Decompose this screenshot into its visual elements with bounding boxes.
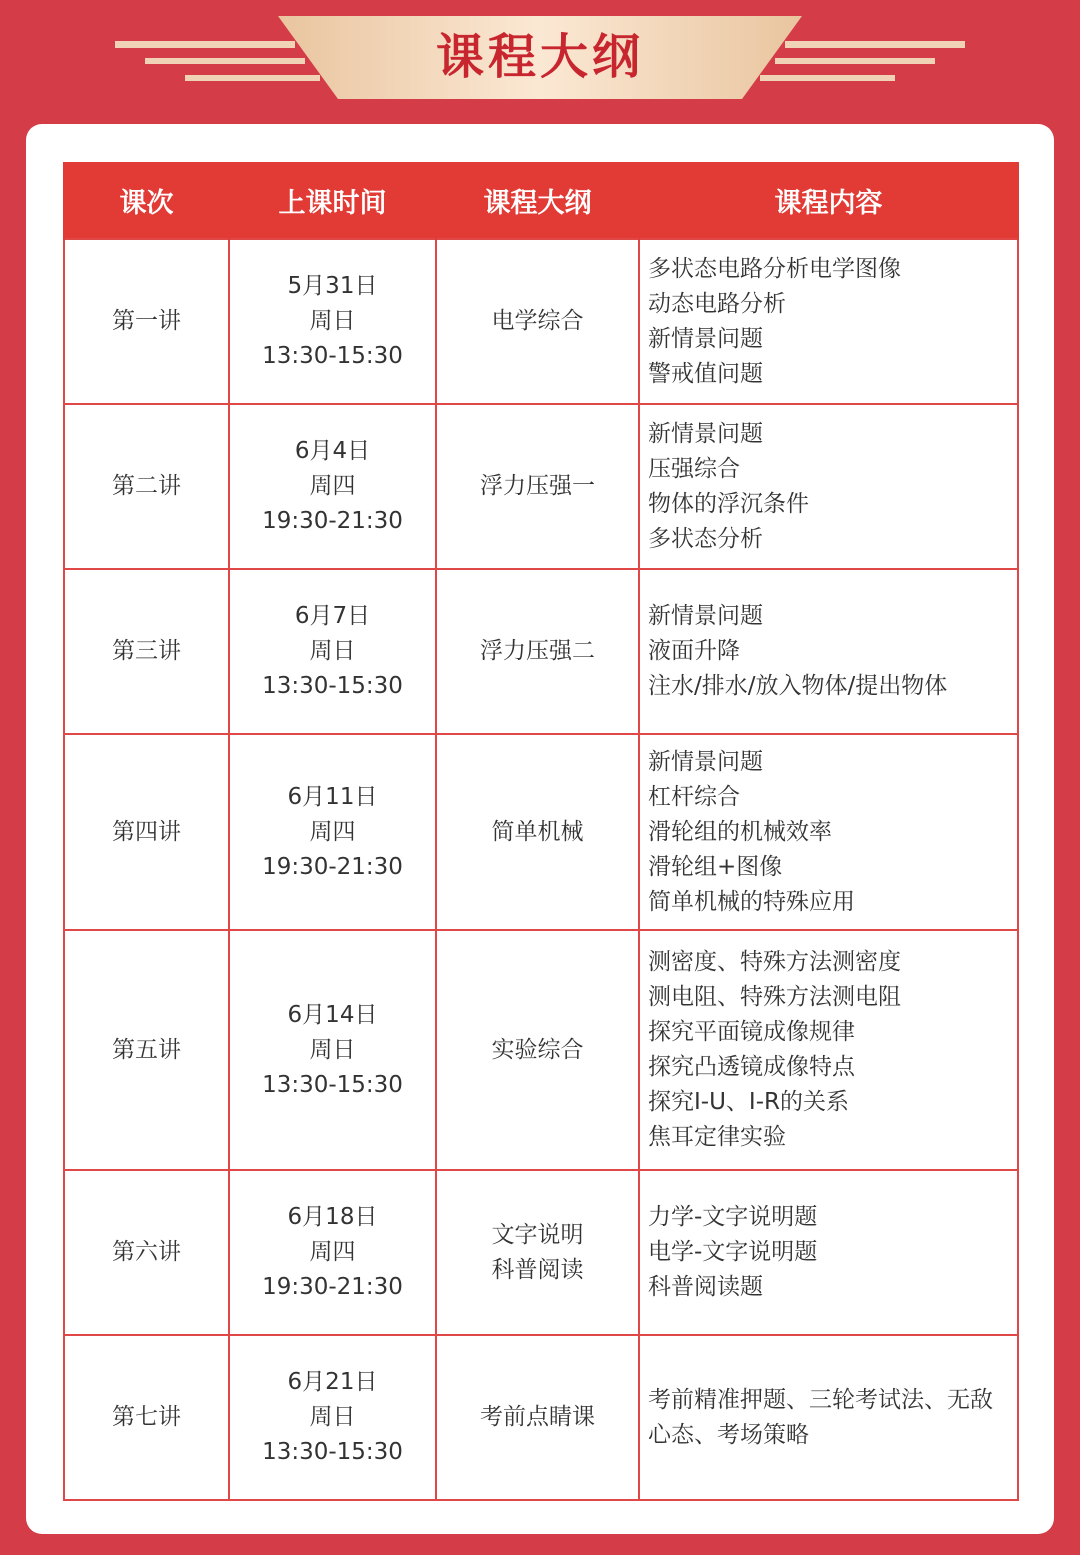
lesson-cell: 第一讲 xyxy=(64,239,229,404)
time-cell xyxy=(229,1335,436,1500)
content-item: 新情景问题 xyxy=(648,325,763,352)
outline-text: 浮力压强二 xyxy=(480,638,595,664)
content-item: 物体的浮沉条件 xyxy=(648,490,809,517)
date-text: 6月21日 xyxy=(287,1369,378,1395)
content-cell xyxy=(639,1335,1018,1500)
content-item: 考前精准押题、三轮考试法、无敌心态、考场策略 xyxy=(648,1386,993,1448)
content-item: 力学-文字说明题 xyxy=(648,1204,818,1230)
outline-cell xyxy=(436,404,639,569)
content-item: 多状态电路分析电学图像 xyxy=(648,255,901,282)
content-item: 探究平面镜成像规律 xyxy=(648,1019,855,1045)
table-row xyxy=(64,239,1018,404)
lesson-cell: 第三讲 xyxy=(64,569,229,734)
content-item: 警戒值问题 xyxy=(648,360,763,387)
header-outline: 课程大纲 xyxy=(436,162,639,239)
outline-cell xyxy=(436,930,639,1170)
page-title: 课程大纲 xyxy=(435,29,644,85)
time-range-text: 13:30-15:30 xyxy=(262,673,403,699)
weekday-text: 周四 xyxy=(309,818,356,845)
header-content: 课程内容 xyxy=(639,162,1018,239)
content-item: 杠杆综合 xyxy=(648,783,740,810)
header-time: 上课时间 xyxy=(229,162,436,239)
table-header-row xyxy=(64,162,1018,239)
content-item: 新情景问题 xyxy=(648,420,763,447)
outline-text: 实验综合 xyxy=(491,1036,584,1063)
time-cell xyxy=(229,569,436,734)
lesson-cell: 第七讲 xyxy=(64,1335,229,1500)
lesson-cell: 第二讲 xyxy=(64,404,229,569)
content-item: 探究I-U、I-R的关系 xyxy=(648,1089,849,1115)
outline-text: 浮力压强一 xyxy=(480,473,595,499)
time-cell xyxy=(229,734,436,930)
outline-text: 科普阅读 xyxy=(491,1256,584,1283)
date-text: 6月7日 xyxy=(294,603,371,629)
content-item: 探究凸透镜成像特点 xyxy=(648,1054,855,1080)
date-text: 5月31日 xyxy=(287,273,378,299)
content-cell xyxy=(639,569,1018,734)
weekday-text: 周日 xyxy=(309,1404,356,1430)
time-cell xyxy=(229,1170,436,1335)
table-row xyxy=(64,404,1018,569)
table-row xyxy=(64,1335,1018,1500)
date-text: 6月14日 xyxy=(287,1001,378,1028)
time-range-text: 19:30-21:30 xyxy=(262,1274,403,1300)
content-item: 注水/排水/放入物体/提出物体 xyxy=(648,673,948,699)
time-range-text: 19:30-21:30 xyxy=(262,508,403,534)
table-row xyxy=(64,734,1018,930)
content-item: 压强综合 xyxy=(648,455,740,482)
content-item: 新情景问题 xyxy=(648,603,763,629)
time-range-text: 13:30-15:30 xyxy=(262,1071,403,1098)
content-cell xyxy=(639,734,1018,930)
weekday-text: 周四 xyxy=(309,473,356,499)
time-range-text: 13:30-15:30 xyxy=(262,343,403,369)
weekday-text: 周日 xyxy=(309,308,356,334)
lesson-cell: 第四讲 xyxy=(64,734,229,930)
content-cell xyxy=(639,1170,1018,1335)
content-item: 新情景问题 xyxy=(648,748,763,775)
time-range-text: 19:30-21:30 xyxy=(262,853,403,880)
content-cell xyxy=(639,930,1018,1170)
outline-text: 考前点睛课 xyxy=(480,1404,595,1430)
weekday-text: 周日 xyxy=(309,638,356,664)
weekday-text: 周日 xyxy=(309,1036,356,1063)
weekday-text: 周四 xyxy=(309,1239,356,1265)
time-cell xyxy=(229,404,436,569)
time-cell xyxy=(229,239,436,404)
title-banner xyxy=(0,0,1080,110)
outline-cell xyxy=(436,1170,639,1335)
outline-cell xyxy=(436,1335,639,1500)
content-item: 测密度、特殊方法测密度 xyxy=(648,949,901,975)
time-range-text: 13:30-15:30 xyxy=(262,1439,403,1465)
lesson-cell: 第六讲 xyxy=(64,1170,229,1335)
outline-text: 文字说明 xyxy=(491,1221,584,1248)
header-lesson: 课次 xyxy=(64,162,229,239)
content-item: 简单机械的特殊应用 xyxy=(648,888,855,915)
date-text: 6月4日 xyxy=(294,438,371,464)
course-schedule-table xyxy=(63,162,1019,1501)
content-item: 滑轮组+图像 xyxy=(648,853,783,880)
date-text: 6月18日 xyxy=(287,1204,378,1230)
date-text: 6月11日 xyxy=(287,783,378,810)
table-row xyxy=(64,569,1018,734)
content-cell xyxy=(639,239,1018,404)
time-cell xyxy=(229,930,436,1170)
lesson-cell: 第五讲 xyxy=(64,930,229,1170)
outline-text: 电学综合 xyxy=(491,308,584,334)
content-cell xyxy=(639,404,1018,569)
outline-cell xyxy=(436,239,639,404)
content-item: 动态电路分析 xyxy=(648,290,786,317)
content-item: 焦耳定律实验 xyxy=(648,1124,786,1150)
content-item: 科普阅读题 xyxy=(648,1274,763,1300)
content-item: 测电阻、特殊方法测电阻 xyxy=(648,984,901,1010)
content-item: 多状态分析 xyxy=(648,525,763,552)
content-item: 滑轮组的机械效率 xyxy=(648,818,832,845)
outline-cell xyxy=(436,569,639,734)
outline-text: 简单机械 xyxy=(491,818,584,845)
content-item: 电学-文字说明题 xyxy=(648,1239,818,1265)
table-row xyxy=(64,1170,1018,1335)
table-row xyxy=(64,930,1018,1170)
outline-cell xyxy=(436,734,639,930)
content-item: 液面升降 xyxy=(648,638,740,664)
